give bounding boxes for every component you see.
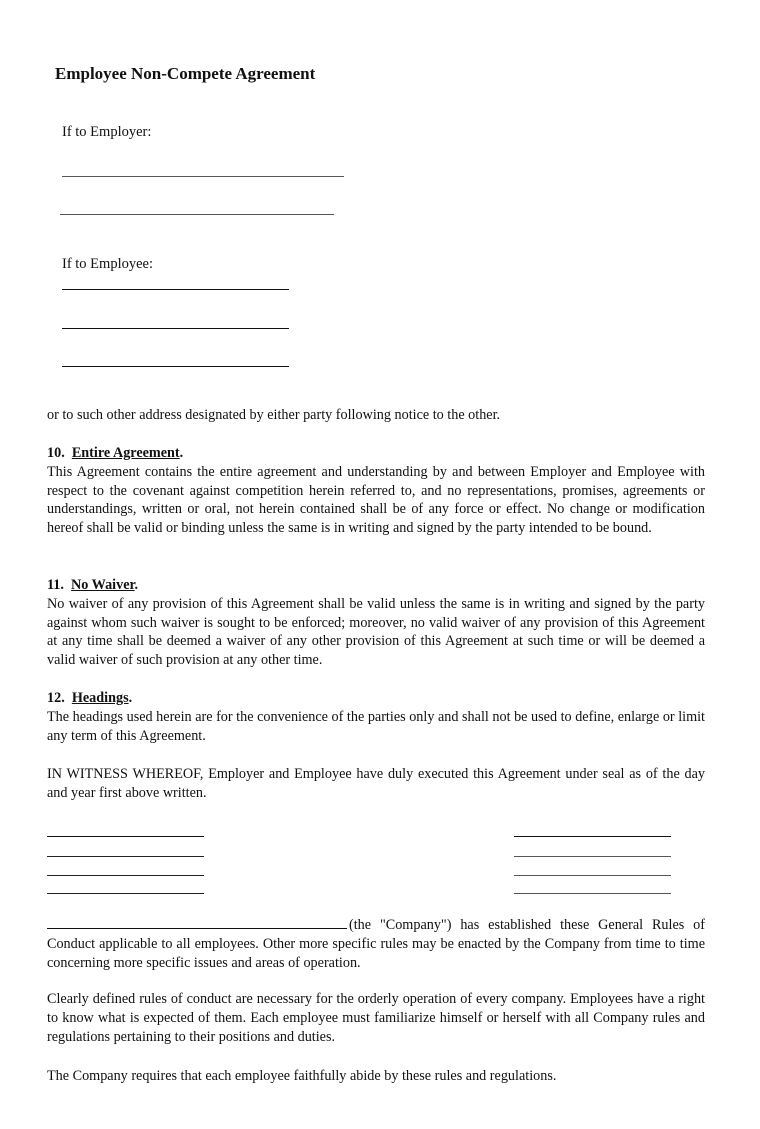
employee-address-line-3[interactable]: [62, 366, 289, 367]
company-rules-text: (the "Company") has established these General Rules of Conduct applicable to all employees. Other more specific rules may be enacted by the Company from time to time concerning more specific issues and areas of operation.: [47, 917, 705, 971]
address-note: or to such other address designated by either party following notice to the other.: [47, 407, 501, 423]
section-heading: 12. Headings.: [47, 690, 133, 706]
section-entire-agreement: [47, 444, 705, 538]
employee-signature-line[interactable]: [514, 836, 671, 837]
final-paragraph: The Company requires that each employee faithfully abide by these rules and regulations.: [47, 1068, 557, 1084]
section-body: The headings used herein are for the convenience of the parties only and shall not be used to define, enlarge or limit any term of this Agreement.: [47, 708, 705, 744]
employee-label: If to Employee:: [62, 256, 154, 272]
section-title: Entire Agreement: [71, 445, 180, 461]
employer-signature-line[interactable]: [47, 856, 204, 857]
rules-paragraph: Clearly defined rules of conduct are necessary for the orderly operation of every company. Employees have a right to know what is expected of them. Each employee must familiarize himself or herself with all Company rules and regulations pertaining to their positions and duties.: [47, 991, 705, 1045]
employee-address-line-1[interactable]: [62, 289, 289, 290]
witness-clause: IN WITNESS WHEREOF, Employer and Employee have duly executed this Agreement under seal as of the day and year first above written.: [47, 766, 705, 801]
section-number: 10.: [47, 445, 65, 461]
section-number: 12.: [47, 690, 65, 706]
company-rules-intro: [47, 915, 705, 972]
section-body: This Agreement contains the entire agreement and understanding by and between Employer and Employee with respect to the covenant against competition herein referred to, and no representations, promises, agreements or understandings, written or oral, not herein contained shall be of any force or effect. No change or modification hereof shall be valid or binding unless the same is in writing and signed by the party intended to be bound.: [47, 463, 705, 537]
section-title: Headings: [71, 690, 129, 706]
employer-label: If to Employer:: [62, 124, 152, 140]
section-headings: [47, 689, 705, 745]
page-title: Employee Non-Compete Agreement: [55, 64, 316, 83]
employer-signature-line[interactable]: [47, 893, 204, 894]
employer-signature-line[interactable]: [47, 836, 204, 837]
employee-signature-line[interactable]: [514, 893, 671, 894]
section-heading: 10. Entire Agreement.: [47, 445, 184, 461]
section-title: No Waiver: [71, 577, 135, 593]
section-number: 11.: [47, 577, 64, 593]
section-heading: 11. No Waiver.: [47, 577, 139, 593]
employer-address-line-2[interactable]: [60, 214, 334, 215]
employee-signature-line[interactable]: [514, 875, 671, 876]
employer-address-line-1[interactable]: [62, 176, 344, 177]
employer-signature-line[interactable]: [47, 875, 204, 876]
section-body: No waiver of any provision of this Agreement shall be valid unless the same is in writing and signed by the party against whom such waiver is sought to be enforced; moreover, no valid waiver of any provision of this Agreement at any time shall be deemed a waiver of any other provision of this Agreement at such time or will be deemed a valid waiver of such provision at any other time.: [47, 595, 705, 669]
employee-signature-line[interactable]: [514, 856, 671, 857]
employee-address-line-2[interactable]: [62, 328, 289, 329]
company-name-blank[interactable]: [47, 915, 347, 929]
section-no-waiver: [47, 576, 705, 670]
